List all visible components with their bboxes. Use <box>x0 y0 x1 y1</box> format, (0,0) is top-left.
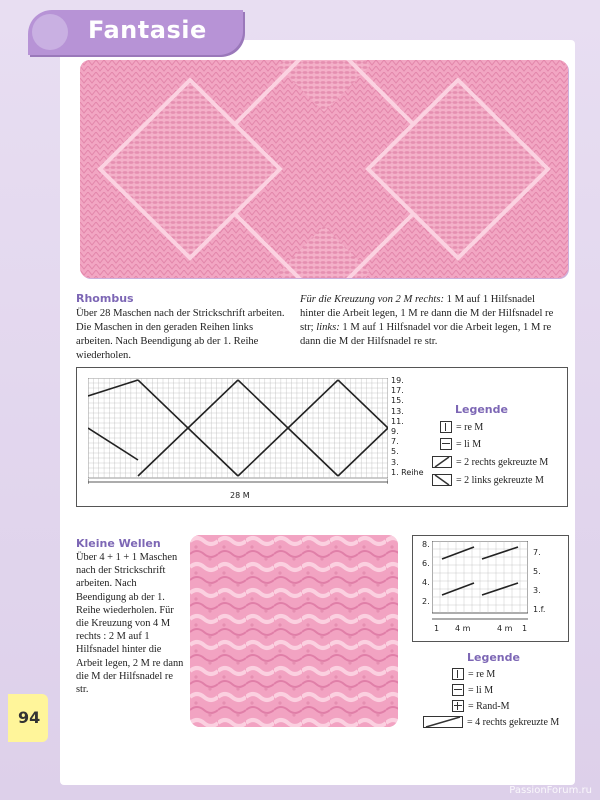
legend2-item-edge <box>452 700 509 712</box>
chart-row-label: 9. <box>391 427 399 436</box>
page-number-badge <box>8 694 48 742</box>
chart2-bottom-label: 4 m <box>497 624 513 633</box>
rhombus-crossing-instructions <box>300 293 560 349</box>
edge-stitch-symbol-icon <box>452 700 464 712</box>
rhombus-heading: Rhombus <box>76 292 134 305</box>
legend-item-right-cross <box>432 456 548 468</box>
kleine-wellen-legend-title: Legende <box>467 651 520 664</box>
legend-item-knit-label: = re M <box>456 421 484 433</box>
rhombus-legend-title: Legende <box>455 403 508 416</box>
kleine-wellen-chart <box>432 541 528 626</box>
right-cross-symbol-icon <box>432 456 452 468</box>
chart2-left-row-label: 8. <box>422 540 430 549</box>
chart-row-label: 5. <box>391 447 399 457</box>
purl-symbol-icon <box>440 438 452 450</box>
chart2-right-row-label: 5. <box>533 567 541 576</box>
chart2-right-row-label: 1.f. <box>533 605 546 614</box>
legend2-item-4cross <box>423 716 559 728</box>
legend2-item-knit-label: = re M <box>468 668 496 680</box>
page-title: Fantasie <box>88 16 207 44</box>
watermark: PassionForum.ru <box>509 785 592 796</box>
chart-width-label: 28 M <box>230 491 250 500</box>
chart-row-label: 3. <box>391 457 399 467</box>
page-number: 94 <box>18 708 41 727</box>
chart-row-label: 1. Reihe <box>391 467 424 477</box>
chart-row-label: 13. <box>391 406 404 416</box>
chart-row-label: 17. <box>391 386 404 396</box>
legend2-item-purl <box>452 684 493 696</box>
knit-symbol-icon <box>452 668 464 680</box>
kleine-wellen-heading: Kleine Wellen <box>76 537 161 550</box>
kleine-wellen-knit-photo <box>190 535 398 727</box>
legend2-item-4cross-label: = 4 rechts gekreuzte M <box>467 716 560 728</box>
chart2-right-row-label: 7. <box>533 548 541 557</box>
kleine-wellen-instructions: Über 4 + 1 + 1 Maschen nach der Strickschrift arbeiten. Nach Beendigung ab der 1. Reihe wiederholen. Für die Kreuzung von 4 M rechts : 2 M auf 1 Hilfsnadel hinter die Arbeit legen, 2 M re dann die M der Hilfsnadel re str. <box>76 552 184 696</box>
legend-item-knit <box>440 421 483 433</box>
crossing-left-label: links: <box>313 322 340 333</box>
rhombus-chart <box>88 378 388 489</box>
rhombus-instructions: Über 28 Maschen nach der Strickschrift arbeiten. Die Maschen in den geraden Reihen links arbeiten. Nach Beendigung ab der 1. Reihe wiederholen. <box>76 308 285 361</box>
knit-symbol-icon <box>440 421 452 433</box>
chart2-left-row-label: 6. <box>422 559 430 568</box>
legend-item-left-cross <box>432 474 544 486</box>
legend-item-right-cross-label: = 2 rechts gekreuzte M <box>456 456 549 468</box>
crossing-left-text: 1 M auf 1 Hilfsnadel vor die Arbeit legen, 1 M re dann die M der Hilfsnadel re str. <box>300 322 552 347</box>
chart2-left-row-label: 4. <box>422 578 430 587</box>
rhombus-knit-photo <box>80 60 568 278</box>
crossing-right-text: 1 M auf 1 Hilfsnadel hinter die Arbeit legen, 1 M re dann die M der Hilfsnadel re str; <box>300 294 554 333</box>
chart-row-label: 7. <box>391 437 399 447</box>
chart-row-label: 11. <box>391 416 404 426</box>
legend2-item-edge-label: = Rand-M <box>468 700 510 712</box>
chart2-bottom-label: 1 <box>522 624 528 633</box>
chart2-bottom-label: 4 m <box>455 624 471 633</box>
legend-item-purl <box>440 438 481 450</box>
left-cross-symbol-icon <box>432 474 452 486</box>
section-tab <box>28 10 243 55</box>
chart-row-label: 19. <box>391 376 404 385</box>
chart-row-label: 15. <box>391 396 404 406</box>
chart2-right-row-label: 3. <box>533 586 541 595</box>
crossing-right-label: Für die Kreuzung von 2 M rechts: <box>300 294 444 305</box>
chart2-left-row-label: 2. <box>422 597 430 606</box>
legend2-item-purl-label: = li M <box>468 684 494 696</box>
legend2-item-knit <box>452 668 495 680</box>
legend-item-left-cross-label: = 2 links gekreuzte M <box>456 474 544 486</box>
chart2-bottom-label: 1 <box>434 624 440 633</box>
tab-bullet <box>32 14 68 50</box>
legend-item-purl-label: = li M <box>456 438 482 450</box>
purl-symbol-icon <box>452 684 464 696</box>
four-cross-symbol-icon <box>423 716 463 728</box>
